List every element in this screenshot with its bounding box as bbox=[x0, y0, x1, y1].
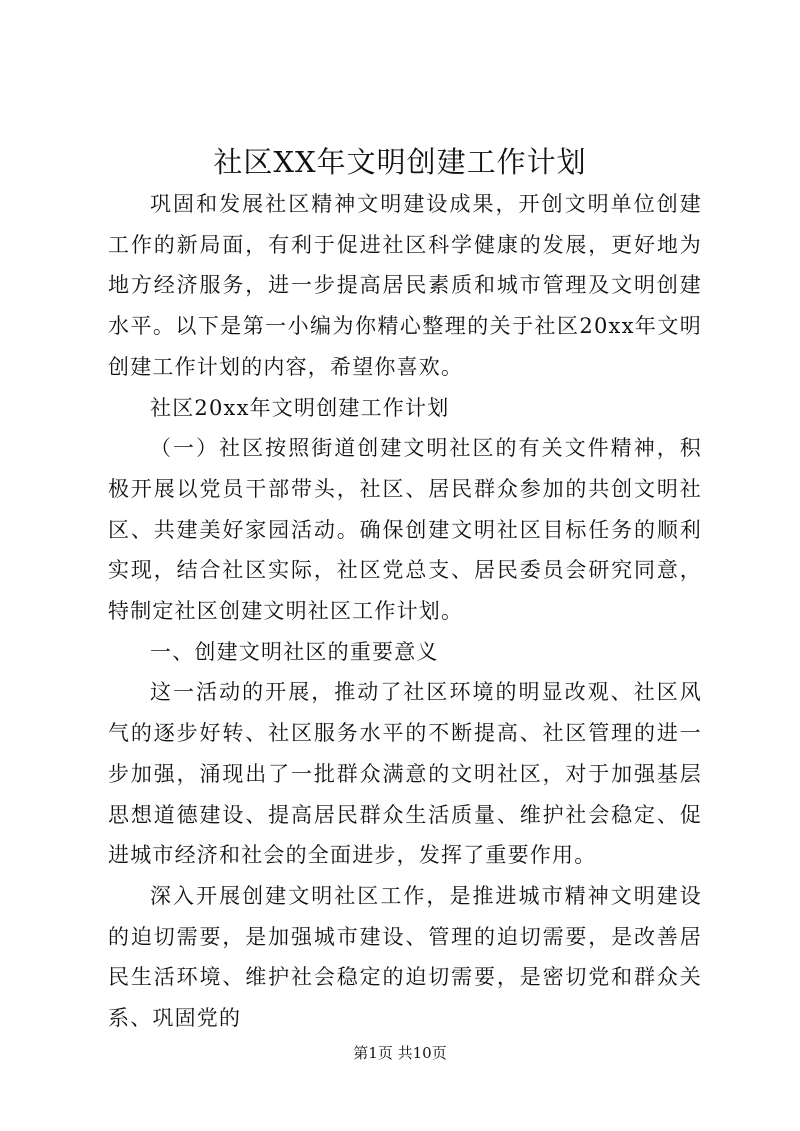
paragraph-heading-significance: 一、创建文明社区的重要意义 bbox=[150, 639, 439, 664]
document-body bbox=[108, 184, 702, 1039]
paragraph-section-1: （一）社区按照街道创建文明社区的有关文件精神，积极开展以党员干部带头，社区、居民群众参加的共创文明社区、共建美好家园活动。确保创建文明社区目标任务的顺利实现，结合社区实际，社区党总支、居民委员会研究同意，特制定社区创建文明社区工作计划。 bbox=[108, 436, 702, 624]
document-title: 社区XX年文明创建工作计划 bbox=[213, 145, 587, 179]
page-footer: 第1页 共10页 bbox=[353, 1044, 447, 1062]
paragraph-intro: 巩固和发展社区精神文明建设成果，开创文明单位创建工作的新局面，有利于促进社区科学健康的发展，更好地为地方经济服务，进一步提高居民素质和城市管理及文明创建水平。以下是第一小编为你精心整理的关于社区20xx年文明创建工作计划的内容，希望你喜欢。 bbox=[108, 192, 702, 379]
paragraph-subtitle: 社区20xx年文明创建工作计划 bbox=[150, 395, 450, 420]
paragraph-activity-effects: 这一活动的开展，推动了社区环境的明显改观、社区风气的逐步好转、社区服务水平的不断提高、社区管理的进一步加强，涌现出了一批群众满意的文明社区，对于加强基层思想道德建设、提高居民群众生活质量、维护社会稳定、促进城市经济和社会的全面进步，发挥了重要作用。 bbox=[108, 680, 702, 868]
paragraph-urgent-needs: 深入开展创建文明社区工作，是推进城市精神文明建设的迫切需要，是加强城市建设、管理的迫切需要，是改善居民生活环境、维护社会稳定的迫切需要，是密切党和群众关系、巩固党的 bbox=[108, 883, 702, 1031]
